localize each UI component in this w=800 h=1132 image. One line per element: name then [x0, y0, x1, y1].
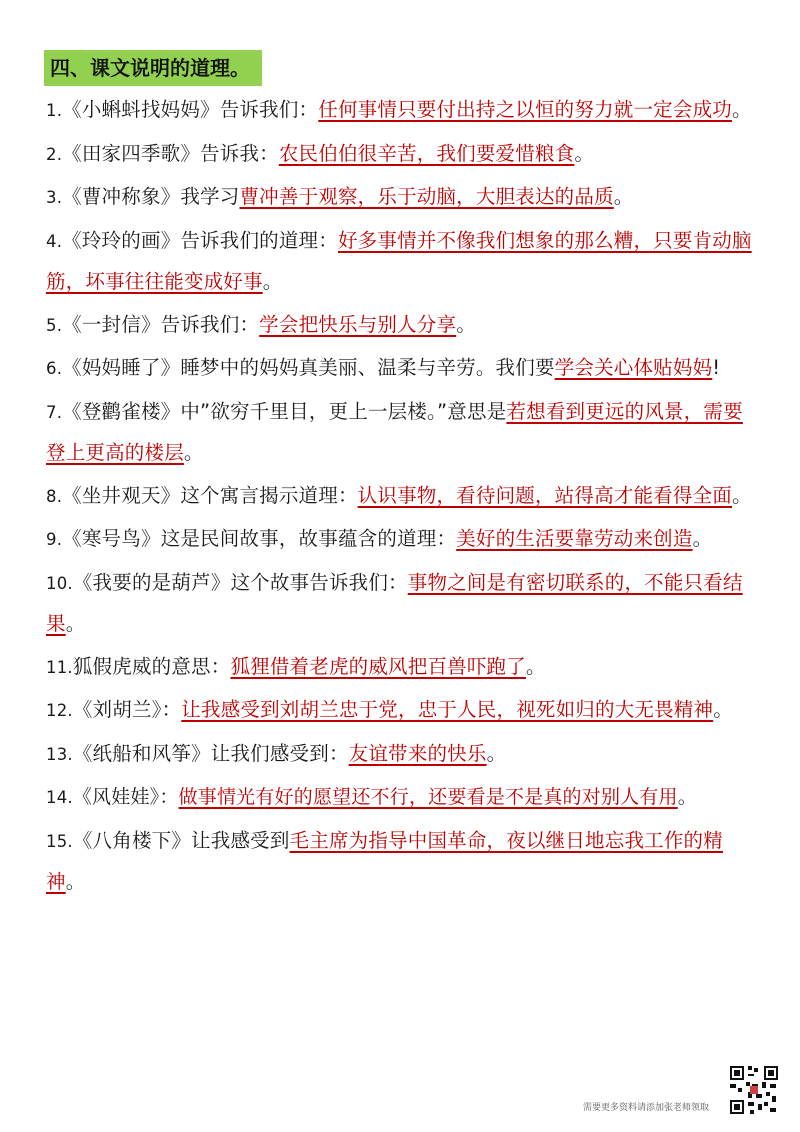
- item-text: 《寒号鸟》这是民间故事，故事蕴含的道理：: [62, 527, 457, 550]
- item-number: 5.: [46, 315, 63, 335]
- item-text: 《登鹳雀楼》中”欲穷千里目，更上一层楼。”意思是: [62, 399, 507, 423]
- item-text: 《一封信》告诉我们：: [62, 312, 260, 336]
- item-number: 7.: [46, 402, 63, 422]
- item-tail: 。: [456, 312, 476, 336]
- item-number: 11.: [46, 657, 73, 677]
- list-item: [46, 348, 761, 390]
- item-text: 狐假虎威的意思：: [72, 654, 231, 678]
- item-text: 《曹冲称象》我学习: [62, 185, 240, 208]
- list-item: [46, 734, 761, 776]
- item-number: 3.: [46, 188, 63, 207]
- item-answer: 做事情光有好的愿望还不行，还要看是不是真的对别人有用: [178, 786, 678, 808]
- item-tail: 。: [486, 741, 507, 765]
- item-answer: 让我感受到刘胡兰忠于党，忠于人民，视死如归的大无畏精神: [181, 698, 714, 721]
- item-text: 《田家四季歌》告诉我：: [62, 141, 279, 165]
- list-item: [46, 221, 761, 303]
- item-answer: 毛主席为指导中国革命，夜以继日地忘我工作的精神: [46, 828, 723, 893]
- item-number: 6.: [46, 359, 63, 378]
- item-text: 《妈妈睡了》睡梦中的妈妈真美丽、温柔与辛劳。我们要: [62, 356, 555, 379]
- footer-note: 需要更多资料请添加张老师领取: [583, 1103, 710, 1113]
- item-answer: 事物之间是有密切联系的，不能只看结果: [46, 570, 743, 635]
- item-tail: 。: [65, 870, 86, 893]
- list-item: [46, 690, 761, 732]
- item-number: 15.: [46, 831, 73, 851]
- item-tail: 。: [731, 483, 752, 507]
- item-answer: 若想看到更远的风景，需要登上更高的楼层: [46, 399, 743, 464]
- list-item: [46, 90, 761, 132]
- item-number: 13.: [46, 744, 73, 764]
- item-text: 《刘胡兰》：: [72, 698, 182, 721]
- item-answer: 曹冲善于观察，乐于动脑，大胆表达的品质: [239, 185, 614, 208]
- item-text: 《小蝌蚪找妈妈》告诉我们：: [62, 98, 319, 121]
- item-text: 《我要的是葫芦》这个故事告诉我们：: [72, 570, 408, 594]
- list-item: [46, 476, 761, 518]
- item-tail: 。: [574, 141, 595, 165]
- item-answer: 学会把快乐与别人分享: [259, 312, 457, 336]
- item-answer: 美好的生活要靠劳动来创造: [456, 527, 693, 550]
- item-tail: 。: [713, 698, 733, 721]
- item-answer: 狐狸借着老虎的威风把百兽吓跑了: [230, 654, 526, 678]
- section-heading: 四、课文说明的道理。: [44, 50, 262, 86]
- item-number: 4.: [46, 231, 63, 251]
- item-tail: !: [712, 356, 721, 379]
- item-tail: 。: [65, 612, 86, 635]
- list-item: [46, 563, 761, 645]
- item-text: 《玲玲的画》告诉我们的道理：: [62, 228, 338, 252]
- item-number: 9.: [46, 530, 63, 549]
- list-item: [46, 177, 761, 219]
- item-text: 《坐井观天》这个寓言揭示道理：: [62, 483, 358, 507]
- list-item: [46, 821, 761, 903]
- item-text: 《纸船和风筝》让我们感受到：: [72, 741, 349, 765]
- item-answer: 友谊带来的快乐: [348, 741, 487, 765]
- list-item: [46, 392, 761, 474]
- item-tail: 。: [677, 786, 697, 808]
- item-number: 10.: [46, 573, 73, 593]
- item-tail: 。: [183, 441, 204, 464]
- list-item: [46, 777, 761, 819]
- item-text: 《风娃娃》：: [72, 786, 179, 808]
- item-number: 12.: [46, 701, 73, 720]
- item-tail: 。: [525, 654, 546, 678]
- item-list: [46, 90, 761, 905]
- list-item: [46, 647, 761, 689]
- item-answer: 认识事物，看待问题，站得高才能看得全面: [357, 483, 732, 507]
- item-tail: 。: [692, 527, 713, 550]
- item-answer: 任何事情只要付出持之以恒的努力就一定会成功: [318, 98, 732, 121]
- item-answer: 农民伯伯很辛苦，我们要爱惜粮食: [278, 141, 575, 165]
- item-tail: 。: [262, 270, 283, 293]
- item-number: 1.: [46, 101, 63, 120]
- list-item: [46, 305, 761, 347]
- list-item: [46, 134, 761, 176]
- item-text: 《八角楼下》让我感受到: [72, 828, 290, 852]
- qr-code-icon: [728, 1064, 780, 1116]
- item-tail: 。: [731, 98, 752, 121]
- list-item: [46, 519, 761, 561]
- item-number: 2.: [46, 144, 63, 164]
- item-tail: 。: [613, 185, 634, 208]
- item-number: 8.: [46, 486, 63, 506]
- item-number: 14.: [46, 788, 73, 807]
- item-answer: 好多事情并不像我们想象的那么糟，只要肯动脑筋，坏事往往能变成好事: [46, 228, 752, 293]
- item-answer: 学会关心体贴妈妈: [554, 356, 713, 379]
